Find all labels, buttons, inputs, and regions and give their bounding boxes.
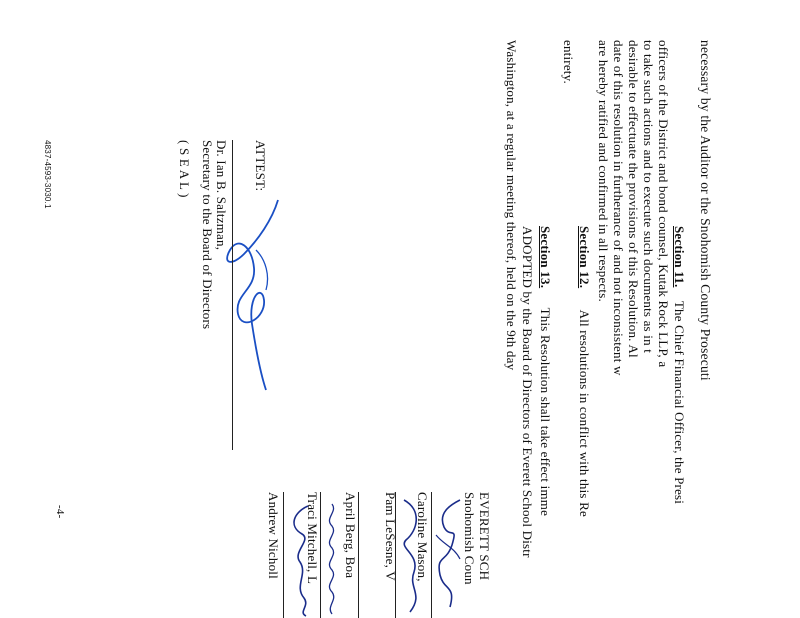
seal-label: ( S E A L ) [177,140,192,198]
signature-line-4 [320,492,321,618]
section-13-heading: Section 13. [538,226,553,289]
attest-title: Secretary to the Board of Directors [200,140,215,330]
signature-andrew-nicholls [284,500,316,618]
section-11-line-2: officers of the District and bond counsel, Kutak Rock LLP, a [656,40,671,368]
signature-traci-mitchell [320,498,342,618]
attest-label: ATTEST: [253,140,268,192]
section-11-line-6: are hereby ratified and confirmed in all respects. [596,40,611,302]
signature-caroline-mason [430,495,466,615]
page-number: -4- [54,505,66,519]
section-11-line-5: date of this resolution in furtherance of and not inconsistent w [611,40,626,376]
signature-line-3 [358,492,359,618]
signer-1-caption: Caroline Mason, [415,492,430,582]
section-11-line-4: desirable to effectuate the provisions of this Resolution. Al [626,40,641,358]
section-13-text: This Resolution shall take effect imme [538,307,553,517]
section-12-heading: Section 12. [577,226,592,289]
section-11-line-3: to take such actions and to execute such documents as in t [641,40,656,354]
signer-4-caption: Traci Mitchell, L [305,492,320,585]
signer-3-caption: April Berg, Boa [343,492,358,579]
section-11-line-1 [671,226,687,504]
adopted-line-1: ADOPTED by the Board of Directors of Everett School Distr [520,226,535,558]
document-id: 4837-4593-3030.1 [43,140,52,209]
signature-pam-lesesne [396,496,428,616]
signature-line-1 [431,492,432,618]
signer-5-caption: Andrew Nicholl [266,492,281,579]
adopted-line-2: Washington, at a regular meeting thereof, held on the 9th day [504,40,519,371]
signer-2-caption: Pam LeSesne, V [383,492,398,581]
attest-name: Dr. Ian B. Saltzman, [214,140,229,251]
section-11-text-1: The Chief Financial Officer, the Presi [672,300,687,505]
section-13-line [537,226,553,516]
section-11-heading: Section 11. [672,226,687,288]
section-12-text: All resolutions in conflict with this Re [577,309,592,517]
attest-signature-line [232,140,233,450]
section-12-line-1 [576,226,592,517]
signature-line-5 [283,492,284,618]
district-name: EVERETT SCH [477,492,492,581]
paragraph-continuation: necessary by the Auditor or the Snohomish County Prosecuti [698,40,713,381]
district-county: Snohomish Coun [462,492,477,585]
section-12-line-2: entirety. [561,40,576,84]
